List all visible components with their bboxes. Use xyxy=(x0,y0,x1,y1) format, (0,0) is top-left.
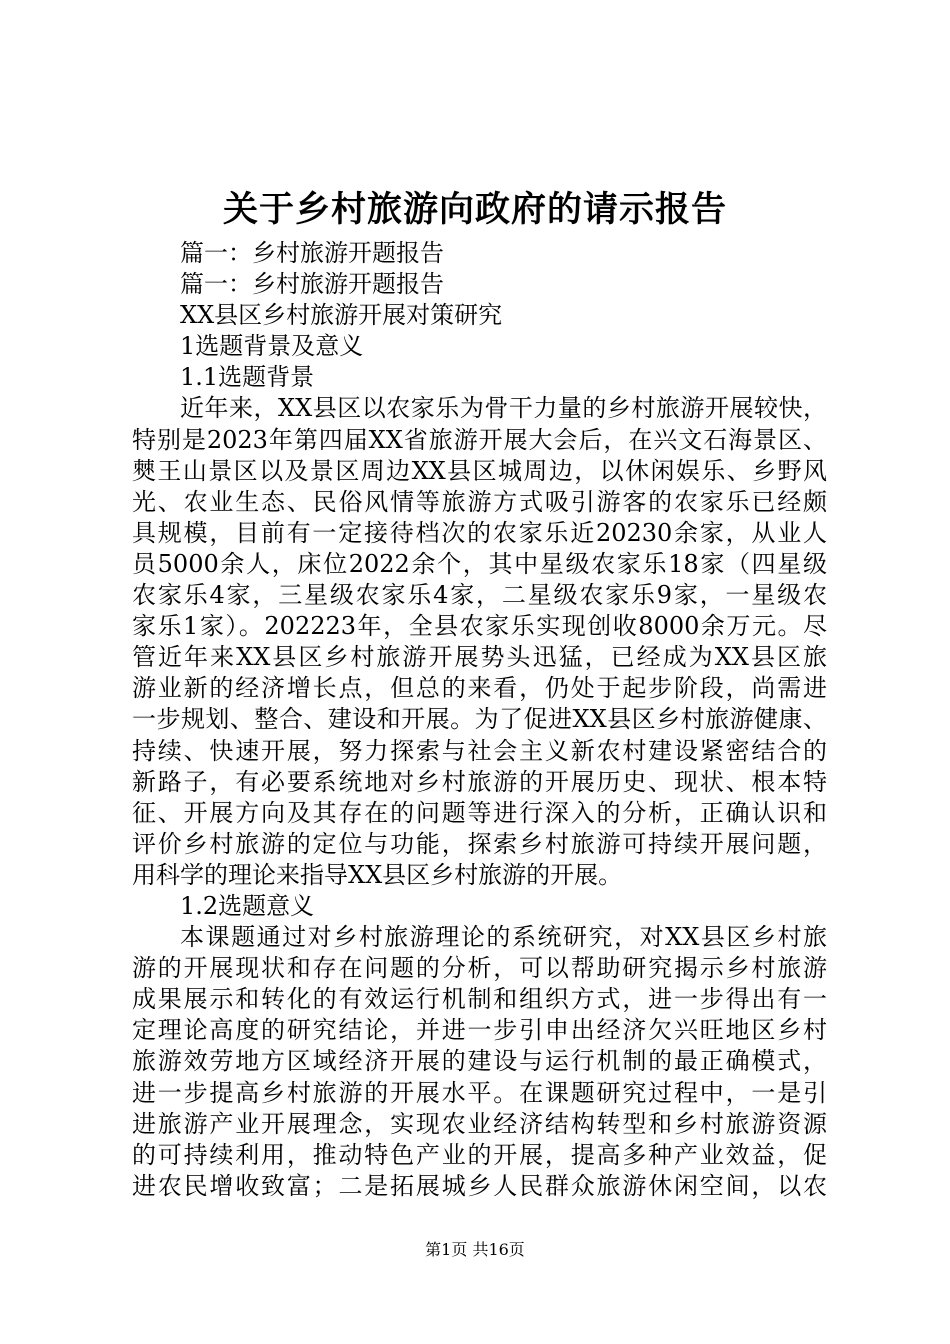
heading-line: XX县区乡村旅游开展对策研究 xyxy=(180,301,503,330)
paragraph-line: 一步规划、整合、建设和开展。为了促进XX县区乡村旅游健康、 xyxy=(132,705,827,734)
document-title: 关于乡村旅游向政府的请示报告 xyxy=(222,189,727,230)
paragraph-line: 征、开展方向及其存在的问题等进行深入的分析，正确认识和 xyxy=(132,798,827,827)
paragraph-line: 用科学的理论来指导XX县区乡村旅游的开展。 xyxy=(132,860,623,889)
paragraph-line: 持续、快速开展，努力探索与社会主义新农村建设紧密结合的 xyxy=(132,736,827,765)
paragraph-line: 评价乡村旅游的定位与功能，探索乡村旅游可持续开展问题， xyxy=(132,829,827,858)
paragraph-line: 具规模，目前有一定接待档次的农家乐近20230余家，从业人 xyxy=(132,518,827,547)
heading-line: 篇一：乡村旅游开题报告 xyxy=(180,270,444,299)
page-footer: 第1页 共16页 xyxy=(425,1240,525,1259)
paragraph-line: 新路子，有必要系统地对乡村旅游的开展历史、现状、根本特 xyxy=(132,767,827,796)
paragraph-line: 光、农业生态、民俗风情等旅游方式吸引游客的农家乐已经颇 xyxy=(132,487,827,516)
paragraph-line: 家乐1家）。202223年，全县农家乐实现创收8000余万元。尽 xyxy=(132,612,827,641)
paragraph-line: 的可持续利用，推动特色产业的开展，提高多种产业效益，促 xyxy=(132,1140,827,1169)
paragraph-line: 本课题通过对乡村旅游理论的系统研究，对XX县区乡村旅 xyxy=(180,923,827,952)
heading-line: 1.2选题意义 xyxy=(180,891,315,920)
paragraph-line: 管近年来XX县区乡村旅游开展势头迅猛，已经成为XX县区旅 xyxy=(132,643,827,672)
paragraph-line: 游业新的经济增长点，但总的来看，仍处于起步阶段，尚需进 xyxy=(132,674,827,703)
document-body xyxy=(132,238,827,1202)
paragraph-line: 定理论高度的研究结论，并进一步引申出经济欠兴旺地区乡村 xyxy=(132,1016,827,1045)
heading-line: 1选题背景及意义 xyxy=(180,332,364,361)
paragraph-line: 进农民增收致富；二是拓展城乡人民群众旅游休闲空间，以农 xyxy=(132,1171,827,1200)
paragraph-line: 员5000余人，床位2022余个，其中星级农家乐18家（四星级 xyxy=(132,549,827,578)
paragraph-line: 僰王山景区以及景区周边XX县区城周边，以休闲娱乐、乡野风 xyxy=(132,456,827,485)
paragraph-line: 旅游效劳地方区域经济开展的建设与运行机制的最正确模式， xyxy=(132,1047,827,1076)
paragraph-line: 农家乐4家，三星级农家乐4家，二星级农家乐9家，一星级农 xyxy=(132,581,827,610)
heading-line: 1.1选题背景 xyxy=(180,363,315,392)
paragraph-line: 游的开展现状和存在问题的分析，可以帮助研究揭示乡村旅游 xyxy=(132,954,827,983)
paragraph-line: 进一步提高乡村旅游的开展水平。在课题研究过程中，一是引 xyxy=(132,1078,827,1107)
paragraph-line: 成果展示和转化的有效运行机制和组织方式，进一步得出有一 xyxy=(132,985,827,1014)
heading-line: 篇一：乡村旅游开题报告 xyxy=(180,239,444,267)
paragraph-line: 进旅游产业开展理念，实现农业经济结构转型和乡村旅游资源 xyxy=(132,1109,827,1138)
paragraph-line: 近年来，XX县区以农家乐为骨干力量的乡村旅游开展较快， xyxy=(180,394,827,423)
paragraph-line: 特别是2023年第四届XX省旅游开展大会后，在兴文石海景区、 xyxy=(132,425,827,454)
